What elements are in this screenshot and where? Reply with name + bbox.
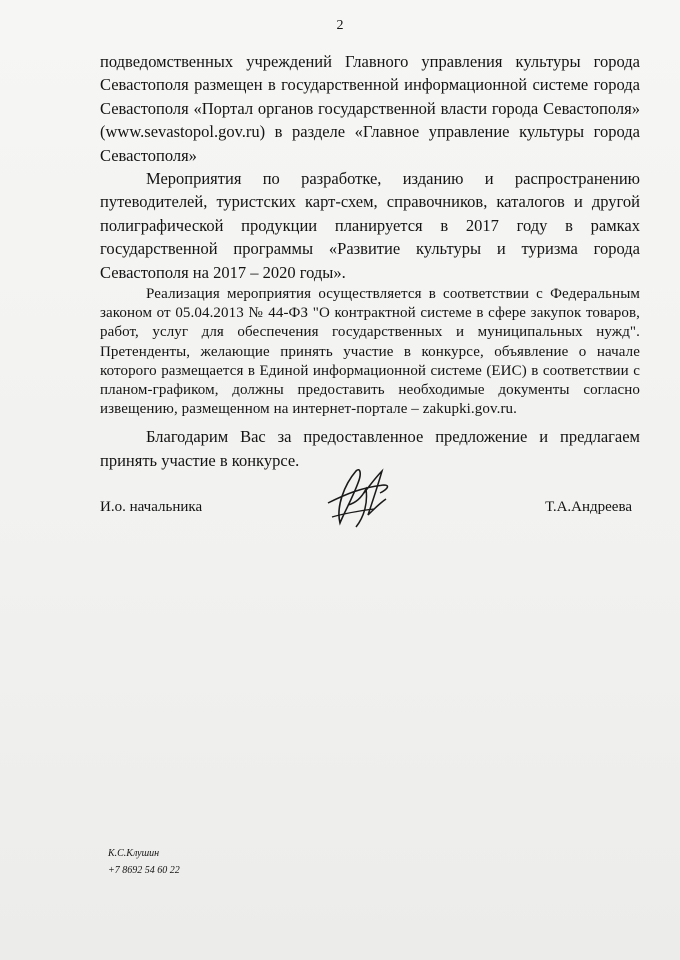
executor-phone: +7 8692 54 60 22	[108, 865, 180, 876]
signatory-role: И.о. начальника	[100, 499, 203, 515]
paragraph-3: Реализация мероприятия осуществляется в соответствии с Федеральным законом от 05.04.2013 № 44-ФЗ "О контрактной системе в сфере закупок товаров, работ, услуг для обеспечения государственных и муниципальных нужд". Претенденты, желающие принять участие в конкурсе, объявление о начале которого размещается в Единой информационной системе (ЕИС) в соответствии с планом-графиком, должны предоставить необходимые документы согласно извещению, размещенном на интернет-портале – zakupki.gov.ru.	[100, 286, 640, 418]
executor-name: К.С.Клушин	[108, 848, 160, 859]
paragraph-1: подведомственных учреждений Главного управления культуры города Севастополя размещен в государственной информационной системе города Севастополя «Портал органов государственной власти города Севастополя» (www.sevastopol.gov.ru) в разделе «Главное управление культуры города Севастополя»	[100, 52, 640, 165]
signatory-name: Т.А.Андреева	[545, 499, 632, 515]
handwritten-signature-icon	[318, 463, 398, 535]
page-number: 2	[336, 18, 344, 33]
paragraph-2: Мероприятия по разработке, изданию и распространению путеводителей, туристских карт-схем, справочников, каталогов и другой полиграфической продукции планируется в 2017 году в рамках государственной программы «Развитие культуры и туризма города Севастополя на 2017 – 2020 годы».	[100, 169, 640, 282]
executor-footer	[108, 845, 180, 879]
letter-body	[100, 50, 640, 472]
signature-block	[100, 493, 640, 533]
paragraph-4: Благодарим Вас за предоставленное предложение и предлагаем принять участие в конкурсе.	[100, 427, 640, 470]
